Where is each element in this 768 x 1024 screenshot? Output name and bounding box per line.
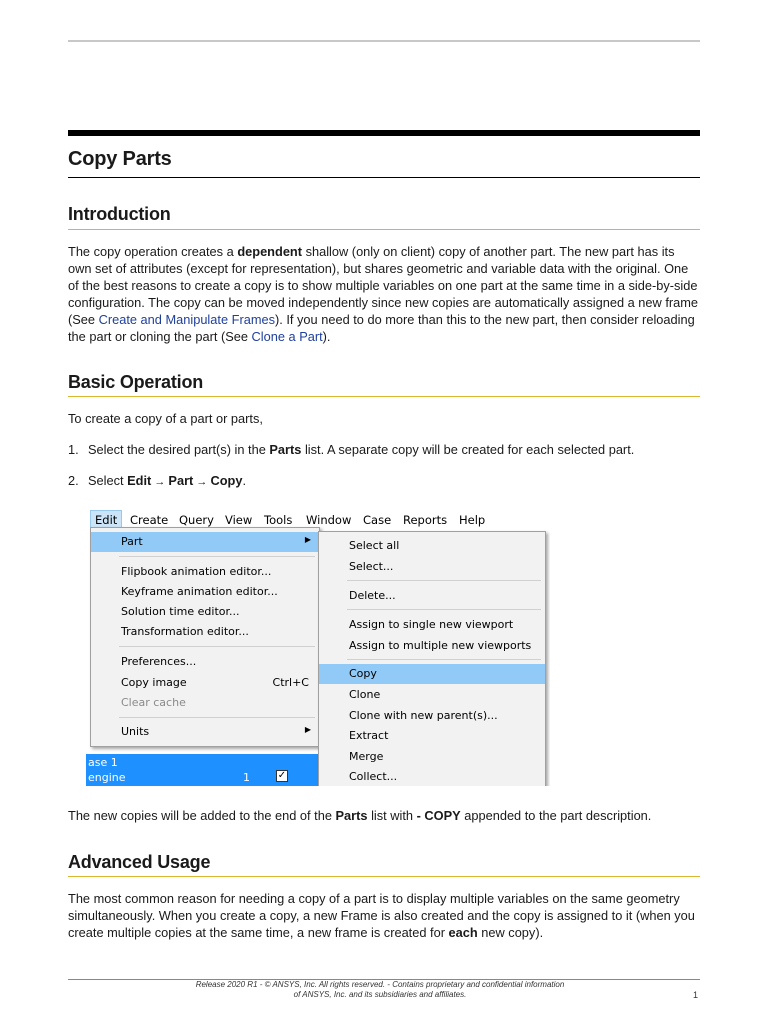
flipbook-label: Flipbook animation editor... [121, 565, 272, 578]
menu-help[interactable]: Help [459, 513, 486, 527]
menu-separator [119, 556, 315, 557]
after-a: The new copies will be added to the end of the [68, 808, 336, 823]
link-create-manipulate-frames[interactable]: Create and Manipulate Frames [98, 312, 275, 327]
heading-introduction: Introduction [68, 204, 171, 224]
edit-menu-units[interactable] [91, 722, 319, 742]
basic-intro: To create a copy of a part or parts, [68, 411, 263, 426]
copy-image-shortcut: Ctrl+C [272, 676, 309, 689]
transformation-label: Transformation editor... [121, 625, 249, 638]
intro-bold-dependent: dependent [237, 244, 303, 259]
menu-tools[interactable]: Tools [264, 513, 293, 527]
edit-menu-part-label: Part [121, 535, 143, 548]
footer-copyright [160, 980, 600, 1000]
clone-parent-label: Clone with new parent(s)... [349, 709, 498, 722]
step1-a: Select the desired part(s) in the [88, 442, 270, 457]
menu-separator [119, 717, 315, 718]
after-copy-suffix: - COPY [416, 808, 461, 823]
preferences-label: Preferences... [121, 655, 197, 668]
step2-text [88, 472, 700, 491]
select-label: Select... [349, 560, 394, 573]
edit-menu-part[interactable] [91, 532, 319, 552]
advanced-text-1: The most common reason for needing a copy of a part is to display multiple variables on the same geometry simultaneously. When you create a copy, a new Frame is also created and the copy is assigned to it (when you create multiple copies at the same time, a new frame is created for [68, 891, 695, 940]
select-all-label: Select all [349, 539, 400, 552]
heading-advanced-usage: Advanced Usage [68, 852, 211, 872]
parts-row-engine-number: 1 [243, 771, 250, 784]
clear-cache-label: Clear cache [121, 696, 186, 709]
page-number: 1 [693, 990, 699, 1000]
copy-image-label: Copy image [121, 676, 187, 689]
merge-label: Merge [349, 750, 384, 763]
advanced-rule [68, 876, 700, 877]
title-bar-rule [68, 130, 700, 136]
advanced-bold-each: each [448, 925, 478, 940]
step1-parts: Parts [269, 442, 302, 457]
after-c: list with [367, 808, 417, 823]
after-screenshot-text [68, 807, 700, 824]
part-menu-extract[interactable] [319, 726, 545, 746]
edit-menu-transformation[interactable] [91, 622, 319, 642]
menu-screenshot [86, 509, 550, 786]
menu-separator [347, 659, 541, 660]
menu-reports[interactable]: Reports [403, 513, 448, 527]
units-label: Units [121, 725, 150, 738]
step1-number: 1. [68, 442, 79, 457]
intro-text-3: ). If you need to do more than this to the new part, then consider reloading the part or cloning the part (See [68, 312, 695, 344]
link-clone-a-part[interactable]: Clone a Part [251, 329, 323, 344]
arrow-icon: → [151, 476, 169, 488]
menu-window[interactable]: Window [306, 513, 352, 527]
intro-text-1: The copy operation creates a [68, 244, 238, 259]
edit-menu-flipbook[interactable] [91, 562, 319, 582]
copy-label: Copy [349, 667, 377, 680]
part-menu-clone[interactable] [319, 685, 545, 705]
basic-rule [68, 396, 700, 397]
introduction-paragraph [68, 243, 700, 345]
part-submenu [318, 531, 546, 786]
parts-row-case[interactable]: ase 1 [88, 756, 118, 769]
edit-menu-preferences[interactable] [91, 652, 319, 672]
part-menu-merge[interactable] [319, 747, 545, 767]
page-title: Copy Parts [68, 148, 172, 170]
edit-menu [90, 527, 320, 747]
menu-case[interactable]: Case [363, 513, 392, 527]
menu-separator [119, 646, 315, 647]
menu-separator [347, 580, 541, 581]
step2-part: Part [168, 473, 194, 488]
step2-edit: Edit [127, 473, 152, 488]
assign-single-label: Assign to single new viewport [349, 618, 514, 631]
top-rule [68, 40, 700, 42]
extract-label: Extract [349, 729, 389, 742]
footer-line-2: of ANSYS, Inc. and its subsidiaries and affiliates. [293, 990, 467, 999]
part-menu-clone-parent[interactable] [319, 706, 545, 726]
menu-view[interactable]: View [225, 513, 253, 527]
edit-menu-clear-cache [91, 693, 319, 713]
step2-a: Select [88, 473, 128, 488]
delete-label: Delete... [349, 589, 396, 602]
part-menu-copy[interactable] [319, 664, 545, 684]
submenu-arrow-icon: ▶ [304, 535, 311, 544]
step2-end: . [242, 473, 247, 488]
footer-line-1: Release 2020 R1 - © ANSYS, Inc. All rights reserved. - Contains proprietary and confidential information [195, 980, 565, 989]
parts-row-engine[interactable]: engine [88, 771, 126, 784]
step1-text [88, 441, 700, 458]
visibility-checkbox[interactable]: ✓ [277, 770, 287, 781]
menu-query[interactable]: Query [179, 513, 214, 527]
step1-c: list. A separate copy will be created for each selected part. [301, 442, 635, 457]
assign-multiple-label: Assign to multiple new viewports [349, 639, 532, 652]
menu-separator [347, 609, 541, 610]
part-menu-select-all[interactable] [319, 536, 545, 556]
advanced-paragraph [68, 890, 700, 941]
submenu-arrow-icon: ▶ [304, 725, 311, 734]
clone-label: Clone [349, 688, 381, 701]
after-e: appended to the part description. [460, 808, 652, 823]
collect-label: Collect... [349, 770, 398, 783]
edit-menu-solution-time[interactable] [91, 602, 319, 622]
part-menu-select[interactable] [319, 557, 545, 577]
solution-time-label: Solution time editor... [121, 605, 240, 618]
heading-basic-operation: Basic Operation [68, 372, 204, 392]
part-menu-collect[interactable] [319, 767, 545, 786]
edit-menu-copy-image[interactable] [91, 673, 319, 693]
edit-menu-keyframe[interactable] [91, 582, 319, 602]
intro-text-2: shallow (only on client) copy of another part. The new part has its own set of attributes (except for representation), but shares geometric and variable data with the original. One of the best reasons to create a copy is to show multiple variables on one part at the same time in a side-by-side configuration. The copy can be moved independently since new copies are automatically assigned a new frame (See [68, 244, 699, 327]
part-menu-delete[interactable] [319, 586, 545, 606]
arrow-icon: → [193, 476, 211, 488]
part-menu-assign-single[interactable] [319, 615, 545, 635]
step2-copy: Copy [210, 473, 243, 488]
title-underline [68, 177, 700, 178]
intro-text-4: ). [322, 329, 331, 344]
part-menu-assign-multiple[interactable] [319, 636, 545, 656]
menu-edit[interactable]: Edit [90, 510, 122, 531]
keyframe-label: Keyframe animation editor... [121, 585, 278, 598]
after-parts: Parts [335, 808, 368, 823]
advanced-text-2: new copy). [477, 925, 544, 940]
step2-number: 2. [68, 473, 79, 488]
introduction-rule [68, 229, 700, 230]
menu-create[interactable]: Create [130, 513, 169, 527]
